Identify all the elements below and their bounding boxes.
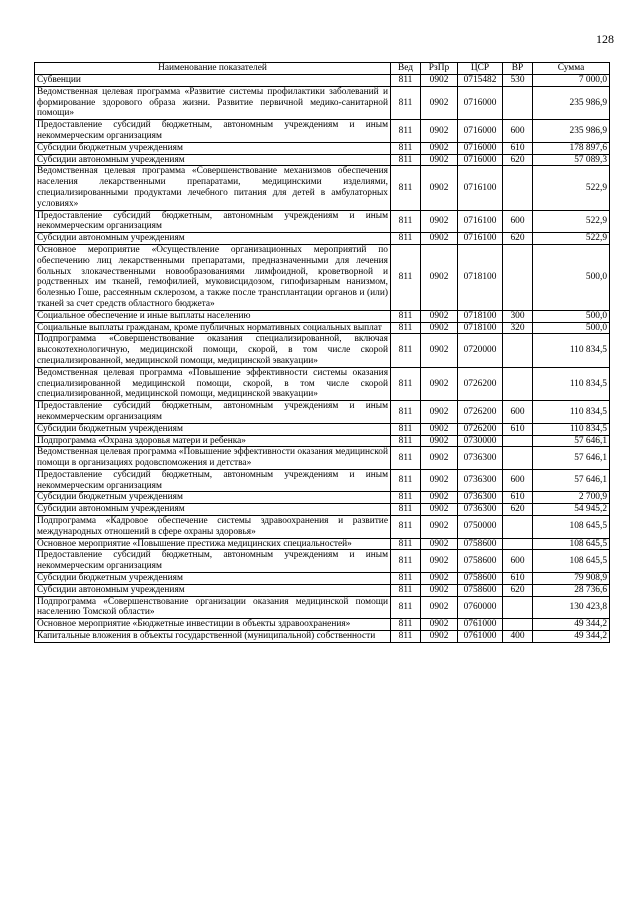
cell-ved: 811 (391, 86, 421, 119)
cell-vr: 620 (503, 154, 533, 166)
cell-vr: 600 (503, 469, 533, 492)
table-row (35, 86, 610, 119)
cell-rzpr: 0902 (421, 504, 458, 516)
cell-csr: 0736300 (458, 504, 503, 516)
cell-sum: 178 897,6 (533, 142, 610, 154)
header-csr: ЦСР (458, 63, 503, 75)
table-row (35, 142, 610, 154)
cell-ved: 811 (391, 310, 421, 322)
cell-name: Предоставление субсидий бюджетным, автономным учреждениям и иным некоммерческим организациям (35, 401, 391, 424)
cell-rzpr: 0902 (421, 233, 458, 245)
cell-rzpr: 0902 (421, 550, 458, 573)
cell-ved: 811 (391, 516, 421, 539)
cell-name: Субсидии автономным учреждениям (35, 504, 391, 516)
cell-vr: 610 (503, 573, 533, 585)
cell-name: Ведомственная целевая программа «Повышение эффективности оказания медицинской помощи в организациях родовспоможения и детства» (35, 447, 391, 470)
cell-name: Подпрограмма «Охрана здоровья матери и ребенка» (35, 435, 391, 447)
cell-vr (503, 166, 533, 210)
cell-vr: 600 (503, 550, 533, 573)
cell-vr: 610 (503, 492, 533, 504)
cell-sum: 130 423,8 (533, 596, 610, 619)
page-number: 128 (596, 32, 614, 46)
cell-vr (503, 334, 533, 367)
table-row (35, 334, 610, 367)
cell-vr: 620 (503, 584, 533, 596)
cell-sum: 110 834,5 (533, 334, 610, 367)
cell-rzpr: 0902 (421, 492, 458, 504)
table-row (35, 573, 610, 585)
cell-rzpr: 0902 (421, 142, 458, 154)
cell-name: Ведомственная целевая программа «Развитие системы профилактики заболеваний и формирование здорового образа жизни. Развитие первичной медико-санитарной помощи» (35, 86, 391, 119)
header-rzpr: РзПр (421, 63, 458, 75)
cell-ved: 811 (391, 538, 421, 550)
cell-ved: 811 (391, 334, 421, 367)
cell-csr: 0716100 (458, 210, 503, 233)
cell-name: Подпрограмма «Совершенствование организации оказания медицинской помощи населению Томской области» (35, 596, 391, 619)
cell-sum: 108 645,5 (533, 516, 610, 539)
cell-sum: 522,9 (533, 166, 610, 210)
cell-vr: 600 (503, 401, 533, 424)
cell-name: Ведомственная целевая программа «Повышение эффективности системы оказания специализированной медицинской помощи, скорой, в том числе скорой специализированной, медицинской помощи, медицинской эвакуации» (35, 367, 391, 400)
cell-vr: 320 (503, 322, 533, 334)
cell-csr: 0716000 (458, 154, 503, 166)
cell-ved: 811 (391, 447, 421, 470)
table-row (35, 233, 610, 245)
cell-name: Предоставление субсидий бюджетным, автономным учреждениям и иным некоммерческим организациям (35, 210, 391, 233)
cell-vr: 600 (503, 210, 533, 233)
cell-rzpr: 0902 (421, 75, 458, 87)
cell-csr: 0736300 (458, 469, 503, 492)
cell-rzpr: 0902 (421, 619, 458, 631)
cell-vr (503, 435, 533, 447)
cell-rzpr: 0902 (421, 334, 458, 367)
cell-sum: 235 986,9 (533, 86, 610, 119)
cell-vr (503, 516, 533, 539)
cell-name: Субсидии бюджетным учреждениям (35, 423, 391, 435)
cell-sum: 7 000,0 (533, 75, 610, 87)
cell-name: Капитальные вложения в объекты государственной (муниципальной) собственности (35, 631, 391, 643)
cell-vr (503, 244, 533, 310)
cell-name: Социальное обеспечение и иные выплаты населению (35, 310, 391, 322)
cell-csr: 0726200 (458, 423, 503, 435)
cell-vr (503, 596, 533, 619)
cell-rzpr: 0902 (421, 401, 458, 424)
cell-sum: 500,0 (533, 244, 610, 310)
cell-name: Субсидии автономным учреждениям (35, 584, 391, 596)
cell-sum: 500,0 (533, 322, 610, 334)
cell-vr: 610 (503, 423, 533, 435)
table-row (35, 166, 610, 210)
cell-ved: 811 (391, 550, 421, 573)
cell-rzpr: 0902 (421, 310, 458, 322)
cell-rzpr: 0902 (421, 538, 458, 550)
cell-ved: 811 (391, 154, 421, 166)
cell-vr: 610 (503, 142, 533, 154)
cell-vr: 620 (503, 233, 533, 245)
cell-ved: 811 (391, 120, 421, 143)
cell-vr: 600 (503, 120, 533, 143)
cell-name: Социальные выплаты гражданам, кроме публичных нормативных социальных выплат (35, 322, 391, 334)
table-row (35, 492, 610, 504)
header-vr: ВР (503, 63, 533, 75)
table-row (35, 469, 610, 492)
cell-vr (503, 367, 533, 400)
cell-name: Основное мероприятие «Осуществление организационных мероприятий по обеспечению лиц лекарственными препаратами, предназначенными для лечения больных злокачественными новообразованиями лимфоидной, кроветворной и родственных им тканей, гемофилией, муковисцидозом, гипофизарным нанизмом, болезнью Гоше, рассеянным склерозом, а также после трансплантации органов и (или) тканей за счет средств областного бюджета» (35, 244, 391, 310)
cell-csr: 0726200 (458, 401, 503, 424)
cell-sum: 522,9 (533, 210, 610, 233)
cell-csr: 0750000 (458, 516, 503, 539)
cell-rzpr: 0902 (421, 423, 458, 435)
cell-ved: 811 (391, 596, 421, 619)
cell-sum: 522,9 (533, 233, 610, 245)
cell-vr (503, 538, 533, 550)
cell-rzpr: 0902 (421, 435, 458, 447)
table-row (35, 210, 610, 233)
cell-csr: 0736300 (458, 492, 503, 504)
cell-csr: 0720000 (458, 334, 503, 367)
table-row (35, 322, 610, 334)
cell-name: Субсидии бюджетным учреждениям (35, 573, 391, 585)
cell-csr: 0726200 (458, 367, 503, 400)
cell-name: Предоставление субсидий бюджетным, автономным учреждениям и иным некоммерческим организациям (35, 550, 391, 573)
cell-name: Субсидии бюджетным учреждениям (35, 142, 391, 154)
cell-name: Ведомственная целевая программа «Совершенствование механизмов обеспечения населения лекарственными препаратами, медицинскими изделиями, специализированными продуктами лечебного питания для детей в амбулаторных условиях» (35, 166, 391, 210)
cell-csr: 0716100 (458, 166, 503, 210)
cell-ved: 811 (391, 469, 421, 492)
cell-sum: 54 945,2 (533, 504, 610, 516)
cell-rzpr: 0902 (421, 516, 458, 539)
cell-name: Основное мероприятие «Повышение престижа медицинских специальностей» (35, 538, 391, 550)
cell-sum: 235 986,9 (533, 120, 610, 143)
cell-csr: 0760000 (458, 596, 503, 619)
cell-name: Субсидии автономным учреждениям (35, 154, 391, 166)
cell-ved: 811 (391, 619, 421, 631)
table-row (35, 401, 610, 424)
cell-sum: 49 344,2 (533, 619, 610, 631)
cell-ved: 811 (391, 573, 421, 585)
cell-rzpr: 0902 (421, 367, 458, 400)
cell-ved: 811 (391, 504, 421, 516)
cell-sum: 108 645,5 (533, 538, 610, 550)
cell-ved: 811 (391, 435, 421, 447)
cell-name: Подпрограмма «Кадровое обеспечение системы здравоохранения и развитие международных отношений в сфере охраны здоровья» (35, 516, 391, 539)
cell-rzpr: 0902 (421, 469, 458, 492)
cell-csr: 0716100 (458, 233, 503, 245)
table-row (35, 504, 610, 516)
cell-name: Предоставление субсидий бюджетным, автономным учреждениям и иным некоммерческим организациям (35, 120, 391, 143)
header-sum: Сумма (533, 63, 610, 75)
table-row (35, 550, 610, 573)
cell-sum: 110 834,5 (533, 401, 610, 424)
table-row (35, 447, 610, 470)
cell-name: Подпрограмма «Совершенствование оказания специализированной, включая высокотехнологичную, медицинской помощи, скорой, в том числе скорой специализированной, медицинской помощи, медицинской эвакуации» (35, 334, 391, 367)
cell-rzpr: 0902 (421, 244, 458, 310)
cell-sum: 57 646,1 (533, 435, 610, 447)
cell-csr: 0758600 (458, 538, 503, 550)
cell-rzpr: 0902 (421, 584, 458, 596)
cell-name: Субсидии автономным учреждениям (35, 233, 391, 245)
cell-vr: 530 (503, 75, 533, 87)
cell-csr: 0758600 (458, 550, 503, 573)
cell-rzpr: 0902 (421, 166, 458, 210)
cell-csr: 0718100 (458, 322, 503, 334)
table-row (35, 154, 610, 166)
cell-vr (503, 619, 533, 631)
cell-csr: 0716000 (458, 120, 503, 143)
cell-sum: 110 834,5 (533, 367, 610, 400)
cell-sum: 57 089,3 (533, 154, 610, 166)
cell-name: Субвенции (35, 75, 391, 87)
table-body (35, 75, 610, 643)
cell-sum: 110 834,5 (533, 423, 610, 435)
header-name: Наименование показателей (35, 63, 391, 75)
cell-csr: 0718100 (458, 310, 503, 322)
cell-ved: 811 (391, 492, 421, 504)
cell-rzpr: 0902 (421, 631, 458, 643)
cell-rzpr: 0902 (421, 210, 458, 233)
cell-rzpr: 0902 (421, 86, 458, 119)
table-row (35, 244, 610, 310)
table-row (35, 423, 610, 435)
cell-ved: 811 (391, 322, 421, 334)
cell-rzpr: 0902 (421, 573, 458, 585)
table-row (35, 596, 610, 619)
cell-ved: 811 (391, 210, 421, 233)
cell-csr: 0761000 (458, 631, 503, 643)
cell-ved: 811 (391, 75, 421, 87)
cell-rzpr: 0902 (421, 596, 458, 619)
cell-ved: 811 (391, 142, 421, 154)
cell-csr: 0758600 (458, 573, 503, 585)
cell-ved: 811 (391, 166, 421, 210)
table-row (35, 435, 610, 447)
budget-table (34, 62, 610, 643)
table-row (35, 75, 610, 87)
table-row (35, 631, 610, 643)
cell-sum: 2 700,9 (533, 492, 610, 504)
cell-csr: 0716000 (458, 142, 503, 154)
cell-sum: 28 736,6 (533, 584, 610, 596)
cell-sum: 49 344,2 (533, 631, 610, 643)
table-row (35, 516, 610, 539)
cell-ved: 811 (391, 401, 421, 424)
cell-ved: 811 (391, 367, 421, 400)
table-header-row (35, 63, 610, 75)
cell-csr: 0761000 (458, 619, 503, 631)
cell-csr: 0736300 (458, 447, 503, 470)
table-row (35, 538, 610, 550)
cell-vr (503, 447, 533, 470)
cell-csr: 0715482 (458, 75, 503, 87)
cell-name: Субсидии бюджетным учреждениям (35, 492, 391, 504)
cell-ved: 811 (391, 233, 421, 245)
cell-vr: 400 (503, 631, 533, 643)
cell-name: Предоставление субсидий бюджетным, автономным учреждениям и иным некоммерческим организациям (35, 469, 391, 492)
cell-rzpr: 0902 (421, 120, 458, 143)
table-row (35, 584, 610, 596)
cell-rzpr: 0902 (421, 154, 458, 166)
cell-vr: 620 (503, 504, 533, 516)
cell-csr: 0718100 (458, 244, 503, 310)
cell-ved: 811 (391, 584, 421, 596)
cell-name: Основное мероприятие «Бюджетные инвестиции в объекты здравоохранения» (35, 619, 391, 631)
cell-csr: 0730000 (458, 435, 503, 447)
cell-sum: 57 646,1 (533, 447, 610, 470)
cell-ved: 811 (391, 244, 421, 310)
cell-sum: 500,0 (533, 310, 610, 322)
cell-sum: 57 646,1 (533, 469, 610, 492)
cell-csr: 0758600 (458, 584, 503, 596)
cell-vr: 300 (503, 310, 533, 322)
cell-csr: 0716000 (458, 86, 503, 119)
cell-ved: 811 (391, 423, 421, 435)
cell-ved: 811 (391, 631, 421, 643)
table-row (35, 310, 610, 322)
cell-sum: 108 645,5 (533, 550, 610, 573)
cell-vr (503, 86, 533, 119)
table-row (35, 120, 610, 143)
header-ved: Вед (391, 63, 421, 75)
cell-sum: 79 908,9 (533, 573, 610, 585)
table-row (35, 367, 610, 400)
cell-rzpr: 0902 (421, 322, 458, 334)
table-row (35, 619, 610, 631)
cell-rzpr: 0902 (421, 447, 458, 470)
